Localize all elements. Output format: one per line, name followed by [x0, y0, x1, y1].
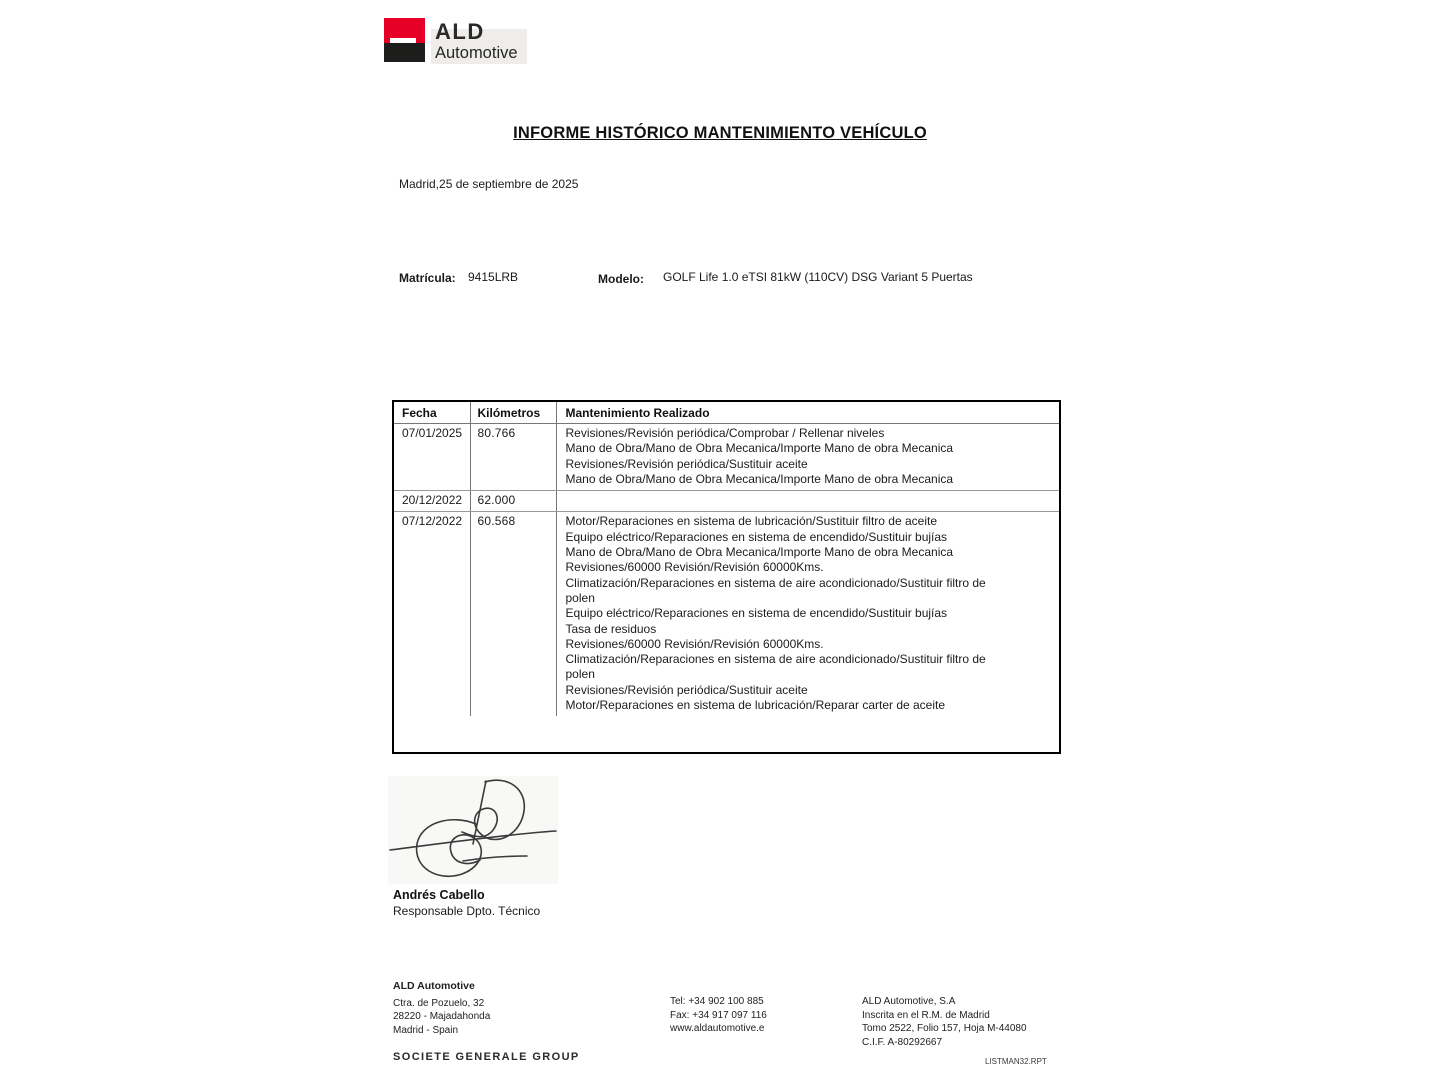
footer-website: www.aldautomotive.e: [670, 1023, 765, 1034]
maintenance-item: Revisiones/60000 Revisión/Revisión 60000Kms.: [565, 560, 824, 575]
footer-legal-line: ALD Automotive, S.A: [862, 996, 956, 1007]
header-kilometros: Kilómetros: [470, 402, 556, 424]
footer-company-name: ALD Automotive: [393, 980, 475, 992]
row-fecha: 07/12/2022: [394, 512, 470, 716]
footer-legal-line: Inscrita en el R.M. de Madrid: [862, 1009, 990, 1021]
maintenance-item: Revisiones/Revisión periódica/Comprobar / Rellenar niveles: [565, 426, 885, 440]
footer-address-line: Ctra. de Pozuelo, 32: [393, 997, 485, 1009]
maintenance-item: Revisiones/Revisión periódica/Sustituir aceite: [565, 456, 808, 471]
row-fecha: 07/01/2025: [394, 424, 470, 491]
maintenance-item: Climatización/Reparaciones en sistema de aire acondicionado/Sustituir filtro de polen: [565, 575, 986, 605]
maintenance-item: Mano de Obra/Mano de Obra Mecanica/Importe Mano de obra Mecanica: [565, 545, 954, 560]
maintenance-item: Mano de Obra/Mano de Obra Mecanica/Importe Mano de obra Mecanica: [565, 471, 954, 486]
signatory-name: Andrés Cabello: [393, 888, 485, 902]
logo-ald-text: ALD: [435, 19, 485, 44]
matricula-label: Matrícula:: [399, 271, 456, 285]
report-filename: LISTMAN32.RPT: [985, 1057, 1047, 1066]
maintenance-item: Motor/Reparaciones en sistema de lubricación/Reparar carter de aceite: [565, 698, 946, 713]
maintenance-item: Revisiones/60000 Revisión/Revisión 60000Kms.: [565, 636, 824, 651]
table-header-row: [394, 402, 1059, 424]
footer-legal-line: C.I.F. A-80292667: [862, 1036, 943, 1048]
maintenance-item: Climatización/Reparaciones en sistema de aire acondicionado/Sustituir filtro de polen: [565, 652, 986, 682]
modelo-label: Modelo:: [598, 272, 644, 286]
header-fecha: Fecha: [394, 402, 470, 424]
maintenance-table: [392, 400, 1061, 754]
row-mantenimiento: [556, 491, 1059, 512]
row-mantenimiento: [556, 512, 1059, 716]
date-line: Madrid,25 de septiembre de 2025: [399, 177, 579, 191]
maintenance-item: Mano de Obra/Mano de Obra Mecanica/Importe Mano de obra Mecanica: [565, 441, 954, 456]
logo-white-stripe: [390, 38, 416, 43]
footer-contact-column: [670, 995, 767, 1036]
ald-automotive-logo: [384, 18, 518, 63]
maintenance-item: Revisiones/Revisión periódica/Sustituir aceite: [565, 682, 808, 697]
maintenance-item: Tasa de residuos: [565, 621, 657, 636]
table-row: [394, 512, 1059, 716]
footer-fax: Fax: +34 917 097 116: [670, 1009, 767, 1021]
footer-address-line: Madrid - Spain: [393, 1024, 459, 1036]
table-row: [394, 491, 1059, 512]
logo-wordmark: [435, 18, 518, 63]
row-kilometros: 60.568: [470, 512, 556, 716]
societe-generale-logo-icon: [384, 18, 425, 62]
footer-phone: Tel: +34 902 100 885: [670, 996, 764, 1007]
footer-legal-column: [862, 995, 1027, 1049]
maintenance-table-body: [394, 424, 1059, 717]
footer-address-line: 28220 - Majadahonda: [393, 1011, 491, 1022]
table-row: [394, 424, 1059, 491]
signature-image: [388, 776, 558, 884]
matricula-value: 9415LRB: [468, 270, 519, 284]
row-kilometros: 80.766: [470, 424, 556, 491]
header-mantenimiento: Mantenimiento Realizado: [556, 402, 1059, 424]
report-title: INFORME HISTÓRICO MANTENIMIENTO VEHÍCULO: [513, 124, 927, 142]
maintenance-item: Equipo eléctrico/Reparaciones en sistema de encendido/Sustituir bujías: [565, 606, 948, 621]
signature-scribble: [388, 776, 558, 884]
footer-legal-line: Tomo 2522, Folio 157, Hoja M-44080: [862, 1023, 1027, 1034]
signatory-role: Responsable Dpto. Técnico: [393, 904, 541, 918]
maintenance-item: Equipo eléctrico/Reparaciones en sistema de encendido/Sustituir bujías: [565, 529, 948, 544]
row-mantenimiento: [556, 424, 1059, 491]
logo-automotive-text: Automotive: [435, 44, 518, 62]
modelo-value: GOLF Life 1.0 eTSI 81kW (110CV) DSG Variant 5 Puertas: [663, 270, 973, 284]
footer-address-column: [393, 980, 490, 1037]
maintenance-item: Motor/Reparaciones en sistema de lubricación/Sustituir filtro de aceite: [565, 514, 938, 529]
row-kilometros: 62.000: [470, 491, 556, 512]
row-fecha: 20/12/2022: [394, 491, 470, 512]
societe-generale-group-label: SOCIETE GENERALE GROUP: [393, 1051, 580, 1063]
